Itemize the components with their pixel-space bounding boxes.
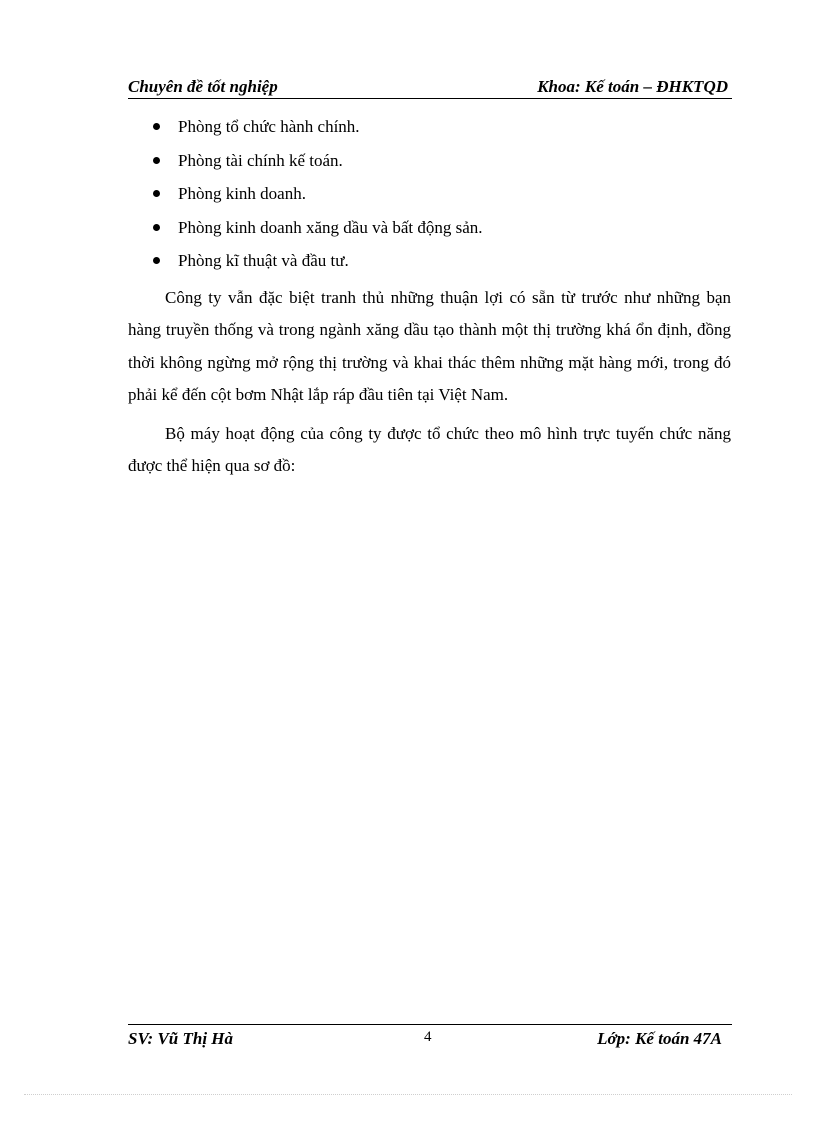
- list-item: [128, 181, 731, 215]
- list-item: [128, 148, 731, 182]
- bullet-icon: [153, 224, 160, 231]
- footer-student-name: SV: Vũ Thị Hà: [128, 1029, 234, 1048]
- list-item-text: Phòng kinh doanh xăng dầu và bất động sản.: [178, 217, 483, 237]
- footer-class: Lớp: Kế toán 47A: [597, 1029, 722, 1048]
- bullet-icon: [153, 190, 160, 197]
- header-thesis-title: Chuyên đề tốt nghiệp: [128, 77, 278, 96]
- list-item-text: Phòng kĩ thuật và đầu tư.: [178, 251, 349, 270]
- list-item-text: Phòng kinh doanh.: [178, 184, 306, 203]
- bullet-icon: [153, 157, 160, 164]
- body-paragraph: Bộ máy hoạt động của công ty được tổ chức theo mô hình trực tuyến chức năng được thể hiện qua sơ đồ:: [128, 423, 731, 475]
- page-footer: [128, 1024, 732, 1049]
- bullet-icon: [153, 257, 160, 264]
- bullet-icon: [153, 123, 160, 130]
- header-faculty: Khoa: Kế toán – ĐHKTQD: [537, 77, 728, 96]
- page-number: 4: [424, 1029, 432, 1045]
- department-list: [128, 114, 731, 282]
- page-boundary: [24, 1094, 792, 1095]
- list-item: [128, 248, 731, 282]
- page-body: [128, 114, 731, 483]
- list-item-text: Phòng tài chính kế toán.: [178, 150, 343, 170]
- list-item: [128, 114, 731, 148]
- body-paragraph: Công ty vẫn đặc biệt tranh thủ những thuận lợi có sẵn từ trước như những bạn hàng truyền thống và trong ngành xăng dầu tạo thành một thị trường khá ổn định, đồng thời không ngừng mở rộng thị trường và khai thác thêm những mặt hàng mới, trong đó phải kể đến cột bơm Nhật lắp ráp đầu tiên tại Việt Nam.: [128, 287, 731, 404]
- list-item-text: Phòng tổ chức hành chính.: [178, 117, 360, 136]
- page-header: [128, 76, 732, 99]
- list-item: [128, 215, 731, 249]
